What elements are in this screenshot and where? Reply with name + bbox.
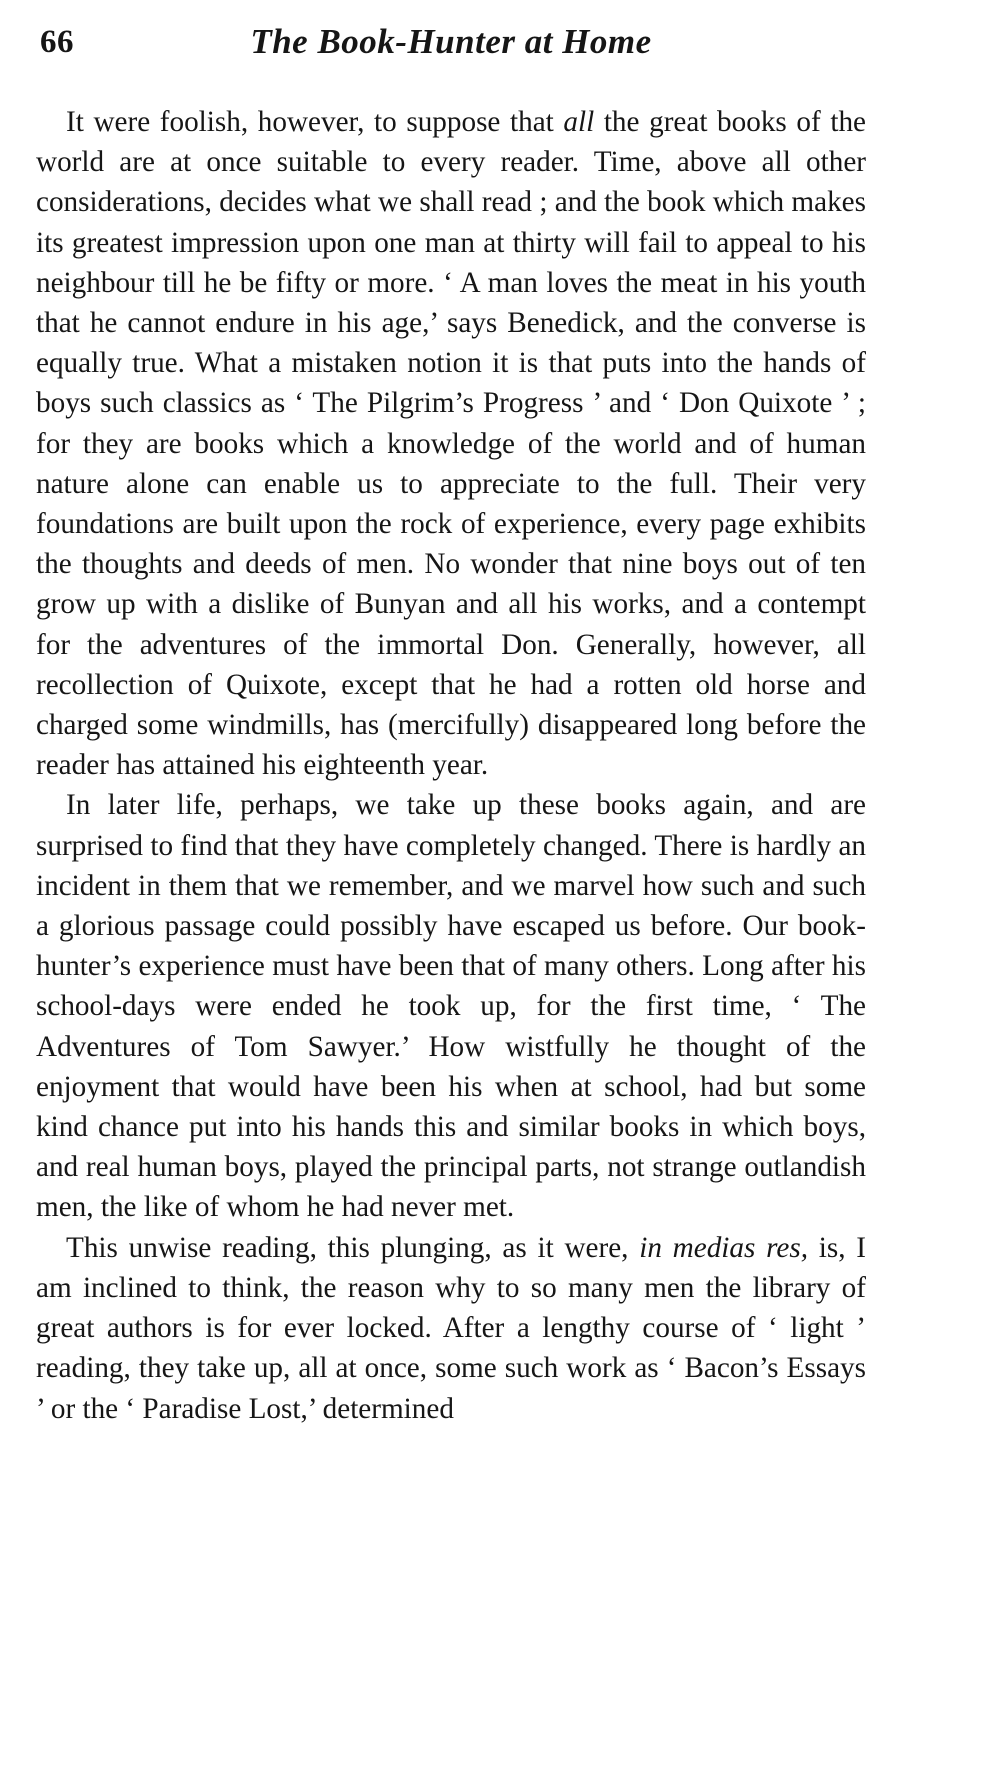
emphasis-text: in medias res, [639,1231,809,1264]
paragraph-text: It were foolish, however, to suppose that [66,106,564,138]
paragraph-2 [36,785,866,1227]
emphasis-text: all [563,106,595,138]
body-text [36,102,866,1429]
running-title: The Book-Hunter at Home [250,22,652,61]
running-head [36,0,866,90]
page-number: 66 [40,24,74,60]
paragraph-text: the great books of the world are at once suitable to every reader. Time, above all other considerations, decides what we shall read ; and the book which makes its greatest impression upon one man at thirty will fail to appeal to his neighbour till he be fifty or more. ‘ A man loves the meat in his youth that he cannot endure in his age,’ says Benedick, and the converse is equally true. What a mistaken notion it is that puts into the hands of boys such classics as ‘ The Pilgrim’s Progress ’ and ‘ Don Quixote ’ ; for they are books which a knowledge of the world and of human nature alone can enable us to appreciate to the full. Their very foundations are built upon the rock of experience, every page exhibits the thoughts and deeds of men. No wonder that nine boys out of ten grow up with a dislike of Bunyan and all his works, and a contempt for the adventures of the immortal Don. Generally, however, all recollection of Quixote, except that he had a rotten old horse and charged some windmills, has (mercifully) disappeared long before the reader has attained his eighteenth year. [36,106,866,782]
paragraph-1 [36,102,866,785]
paragraph-text: In later life, perhaps, we take up these books again, and are surprised to find that they have completely changed. There is hardly an incident in them that we remember, and we marvel how such and such a glorious passage could possibly have escaped us before. Our book-hunter’s experience must have been that of many others. Long after his school-days were ended he took up, for the first time, ‘ The Adventures of Tom Sawyer.’ How wistfully he thought of the enjoyment that would have been his when at school, had but some kind chance put into his hands this and similar books in which boys, and real human boys, played the principal parts, not strange outlandish men, the like of whom he had never met. [36,789,866,1224]
book-page [36,0,866,1429]
paragraph-text: is, I am inclined to think, the reason why to so many men the library of great authors is for ever locked. After a lengthy course of ‘ light ’ reading, they take up, all at once, some such work as ‘ Bacon’s Essays ’ or the ‘ Paradise Lost,’ determined [36,1231,867,1425]
paragraph-text: This unwise reading, this plunging, as it were, [66,1231,640,1264]
paragraph-3 [36,1228,866,1429]
